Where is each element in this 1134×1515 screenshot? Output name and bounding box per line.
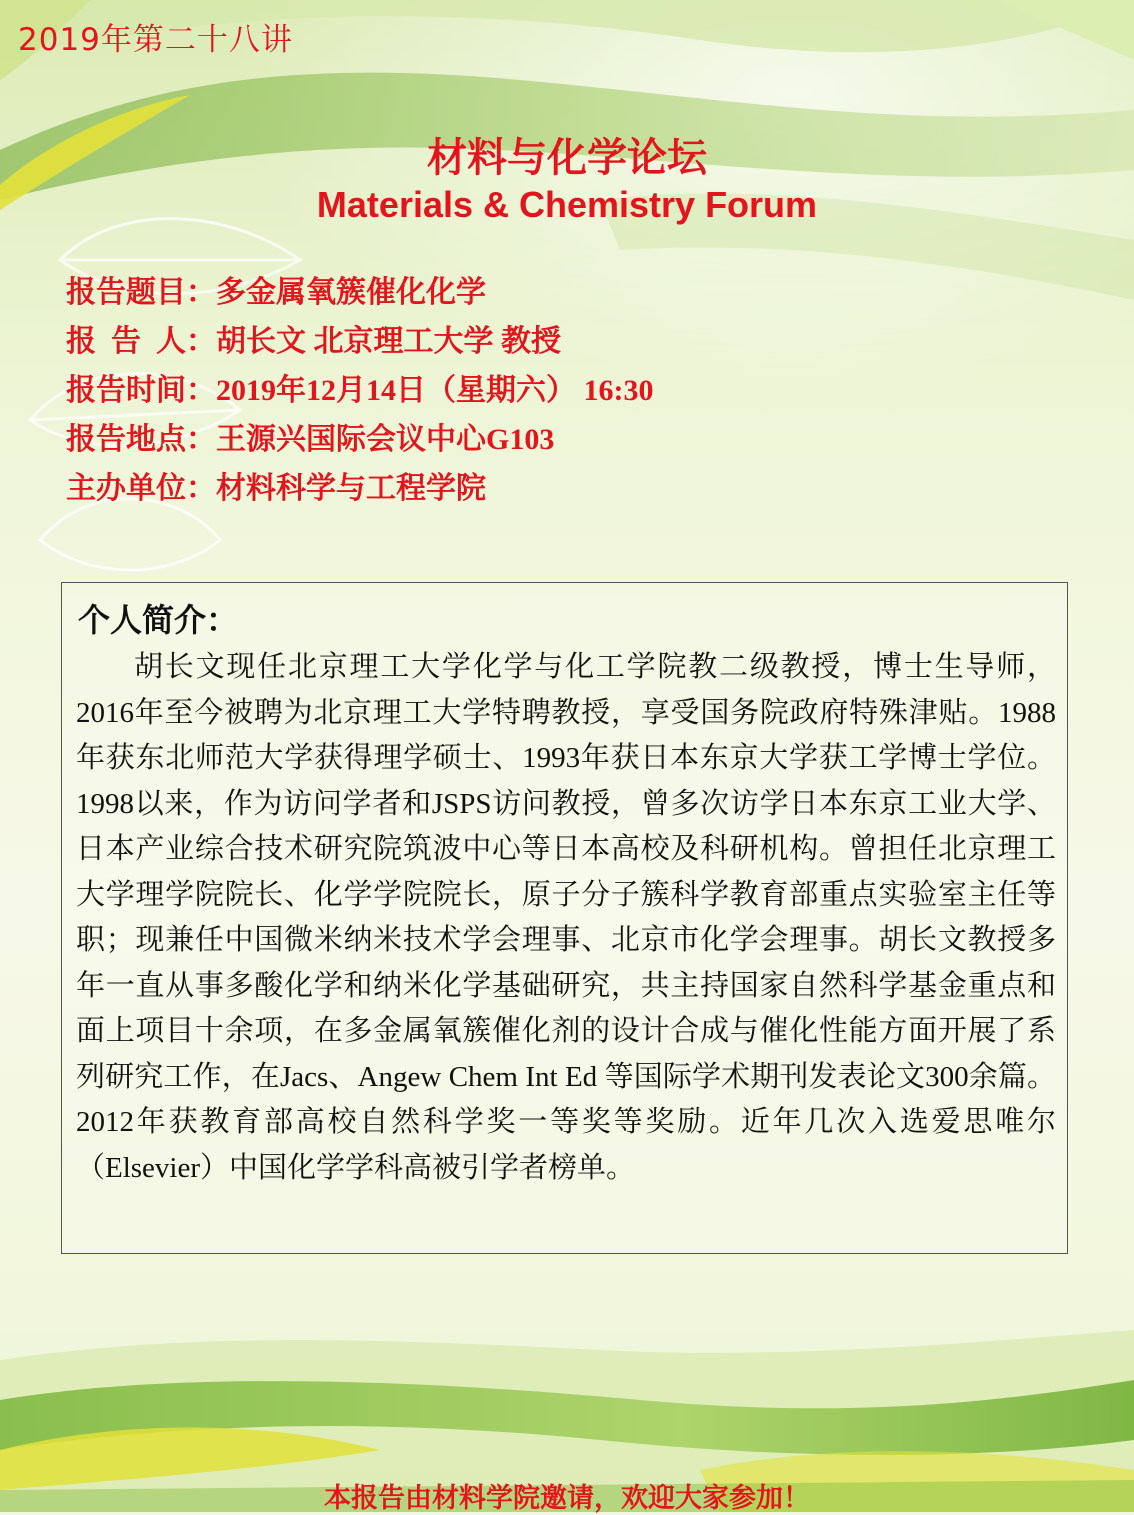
forum-title-english: Materials & Chemistry Forum [316,184,818,225]
lecture-series-label: 2019年第二十八讲 [18,22,293,58]
invitation-footer: 本报告由材料学院邀请，欢迎大家参加！ [324,1483,810,1514]
report-time: 报告时间：2019年12月14日（星期六） 16:30 [66,374,654,407]
forum-title-chinese: 材料与化学论坛 [427,135,707,181]
report-host: 主办单位：材料科学与工程学院 [66,472,486,505]
report-speaker: 报 告 人：胡长文 北京理工大学 教授 [66,325,561,358]
report-topic: 报告题目：多金属氧簇催化化学 [66,276,486,309]
biography-heading: 个人简介： [78,601,239,639]
report-location: 报告地点：王源兴国际会议中心G103 [66,423,555,456]
biography-box [61,582,1068,1254]
report-info [66,270,654,515]
biography-text: 胡长文现任北京理工大学化学与化工学院教二级教授，博士生导师，2016年至今被聘为北京理工大学特聘教授，享受国务院政府特殊津贴。1988年获东北师范大学获得理学硕士、1993年获日本东京大学获工学博士学位。1998以来，作为访问学者和JSPS访问教授，曾多次访学日本东京工业大学、日本产业综合技术研究院筑波中心等日本高校及科研机构。曾担任北京理工大学理学院院长、化学学院院长，原子分子簇科学教育部重点实验室主任等职；现兼任中国微米纳米技术学会理事、北京市化学会理事。胡长文教授多年一直从事多酸化学和纳米化学基础研究，共主持国家自然科学基金重点和面上项目十余项，在多金属氧簇催化剂的设计合成与催化性能方面开展了系列研究工作，在Jacs、Angew Chem Int Ed 等国际学术期刊发表论文300余篇。2012年获教育部高校自然科学奖一等奖等奖励。近年几次入选爱思唯尔（Elsevier）中国化学学科高被引学者榜单。 [76,651,1056,1184]
